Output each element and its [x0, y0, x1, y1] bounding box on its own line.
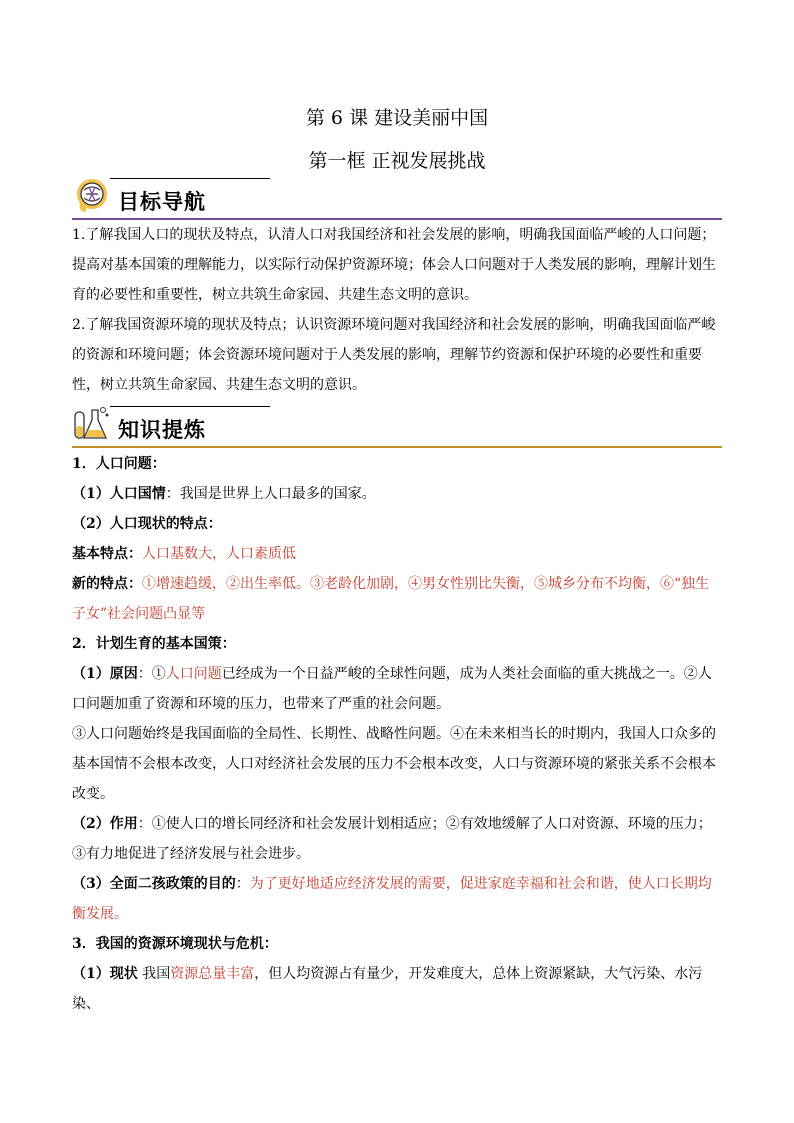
knowledge-heading: 知识提炼 [118, 418, 206, 442]
effects-text: ：①使人口的增长同经济和社会发展计划相适应；②有效地缓解了人口对资源、环境的压力；③有力地促进了经济发展与社会进步。 [72, 816, 712, 862]
population-features-label: （2）人口现状的特点： [72, 516, 222, 532]
goal-paragraph-2: 2.了解我国资源环境的现状及特点；认识资源环境问题对我国经济和社会发展的影响，明确我国面临严峻的资源和环境问题；体会资源环境问题对于人类发展的影响，理解节约资源和保护环境的必要性和重要性，树立共筑生命家园、共建生态文明的意识。 [72, 317, 716, 393]
knowledge-section-header [72, 404, 722, 448]
resource-status-label: （1）现状 [72, 966, 138, 982]
brain-icon [72, 176, 112, 216]
new-features-label: 新的特点： [72, 576, 142, 592]
flask-icon [72, 404, 112, 444]
goal-paragraph-1: 1.了解我国人口的现状及特点，认清人口对我国经济和社会发展的影响，明确我国面临严峻的人口问题；提高对基本国策的理解能力，以实际行动保护资源环境；体会人口问题对于人类发展的影响，理解计划生育的必要性和重要性，树立共筑生命家园、共建生态文明的意识。 [72, 227, 716, 303]
reasons-highlight: 人口问题 [165, 666, 222, 682]
new-features-text: ①增速趋缓，②出生率低。③老龄化加剧，④男女性别比失衡，⑤城乡分布不均衡，⑥“独生子女”社会问题凸显等 [72, 576, 710, 622]
population-situation-label: （1）人口国情 [72, 486, 166, 502]
frame-title: 第一框 正视发展挑战 [308, 150, 486, 172]
goals-body [72, 220, 722, 400]
effects-label: （2）作用 [72, 816, 138, 832]
header-top-line [110, 406, 270, 407]
reasons-label: （1）原因 [72, 666, 138, 682]
resource-highlight: 资源总量丰富 [170, 966, 255, 982]
goals-heading: 目标导航 [118, 190, 206, 214]
two-child-policy-label: （3）全面二孩政策的目的 [72, 876, 236, 892]
knowledge-body [72, 449, 722, 1019]
basic-features-text: 人口基数大，人口素质低 [142, 546, 296, 562]
basic-features-label: 基本特点： [72, 546, 142, 562]
lesson-title: 第 6 课 建设美丽中国 [305, 107, 489, 129]
two-child-policy-colon: ： [235, 876, 250, 892]
knowledge-divider [72, 446, 722, 448]
population-situation-text: ：我国是世界上人口最多的国家。 [165, 486, 376, 502]
two-child-policy-text: 为了更好地适应经济发展的需要，促进家庭幸福和社会和谐，使人口长期均衡发展。 [72, 876, 712, 922]
resource-status-text-part: 我国 [137, 966, 171, 982]
reasons-text: 已经成为一个日益严峻的全球性问题，成为人类社会面临的重大挑战之一。②人口问题加重了资源和环境的压力，也带来了严重的社会问题。 [72, 666, 712, 712]
reasons-text-continued: ③人口问题始终是我国面临的全局性、长期性、战略性问题。④在未来相当长的时期内，我国人口众多的基本国情不会根本改变，人口对经济社会发展的压力不会根本改变，人口与资源环境的紧张关系不会根本改变。 [72, 726, 716, 802]
section-1-title: 1．人口问题： [72, 456, 166, 472]
section-3-title: 3．我国的资源环境现状与危机： [72, 936, 278, 952]
goals-section-header [72, 176, 722, 220]
reasons-text-part: ：① [137, 666, 166, 682]
header-top-line [110, 178, 270, 179]
resource-status-text: ，但人均资源占有量少，开发难度大，总体上资源紧缺，大气污染、水污染、 [72, 966, 703, 1012]
section-2-title: 2．计划生育的基本国策： [72, 636, 236, 652]
